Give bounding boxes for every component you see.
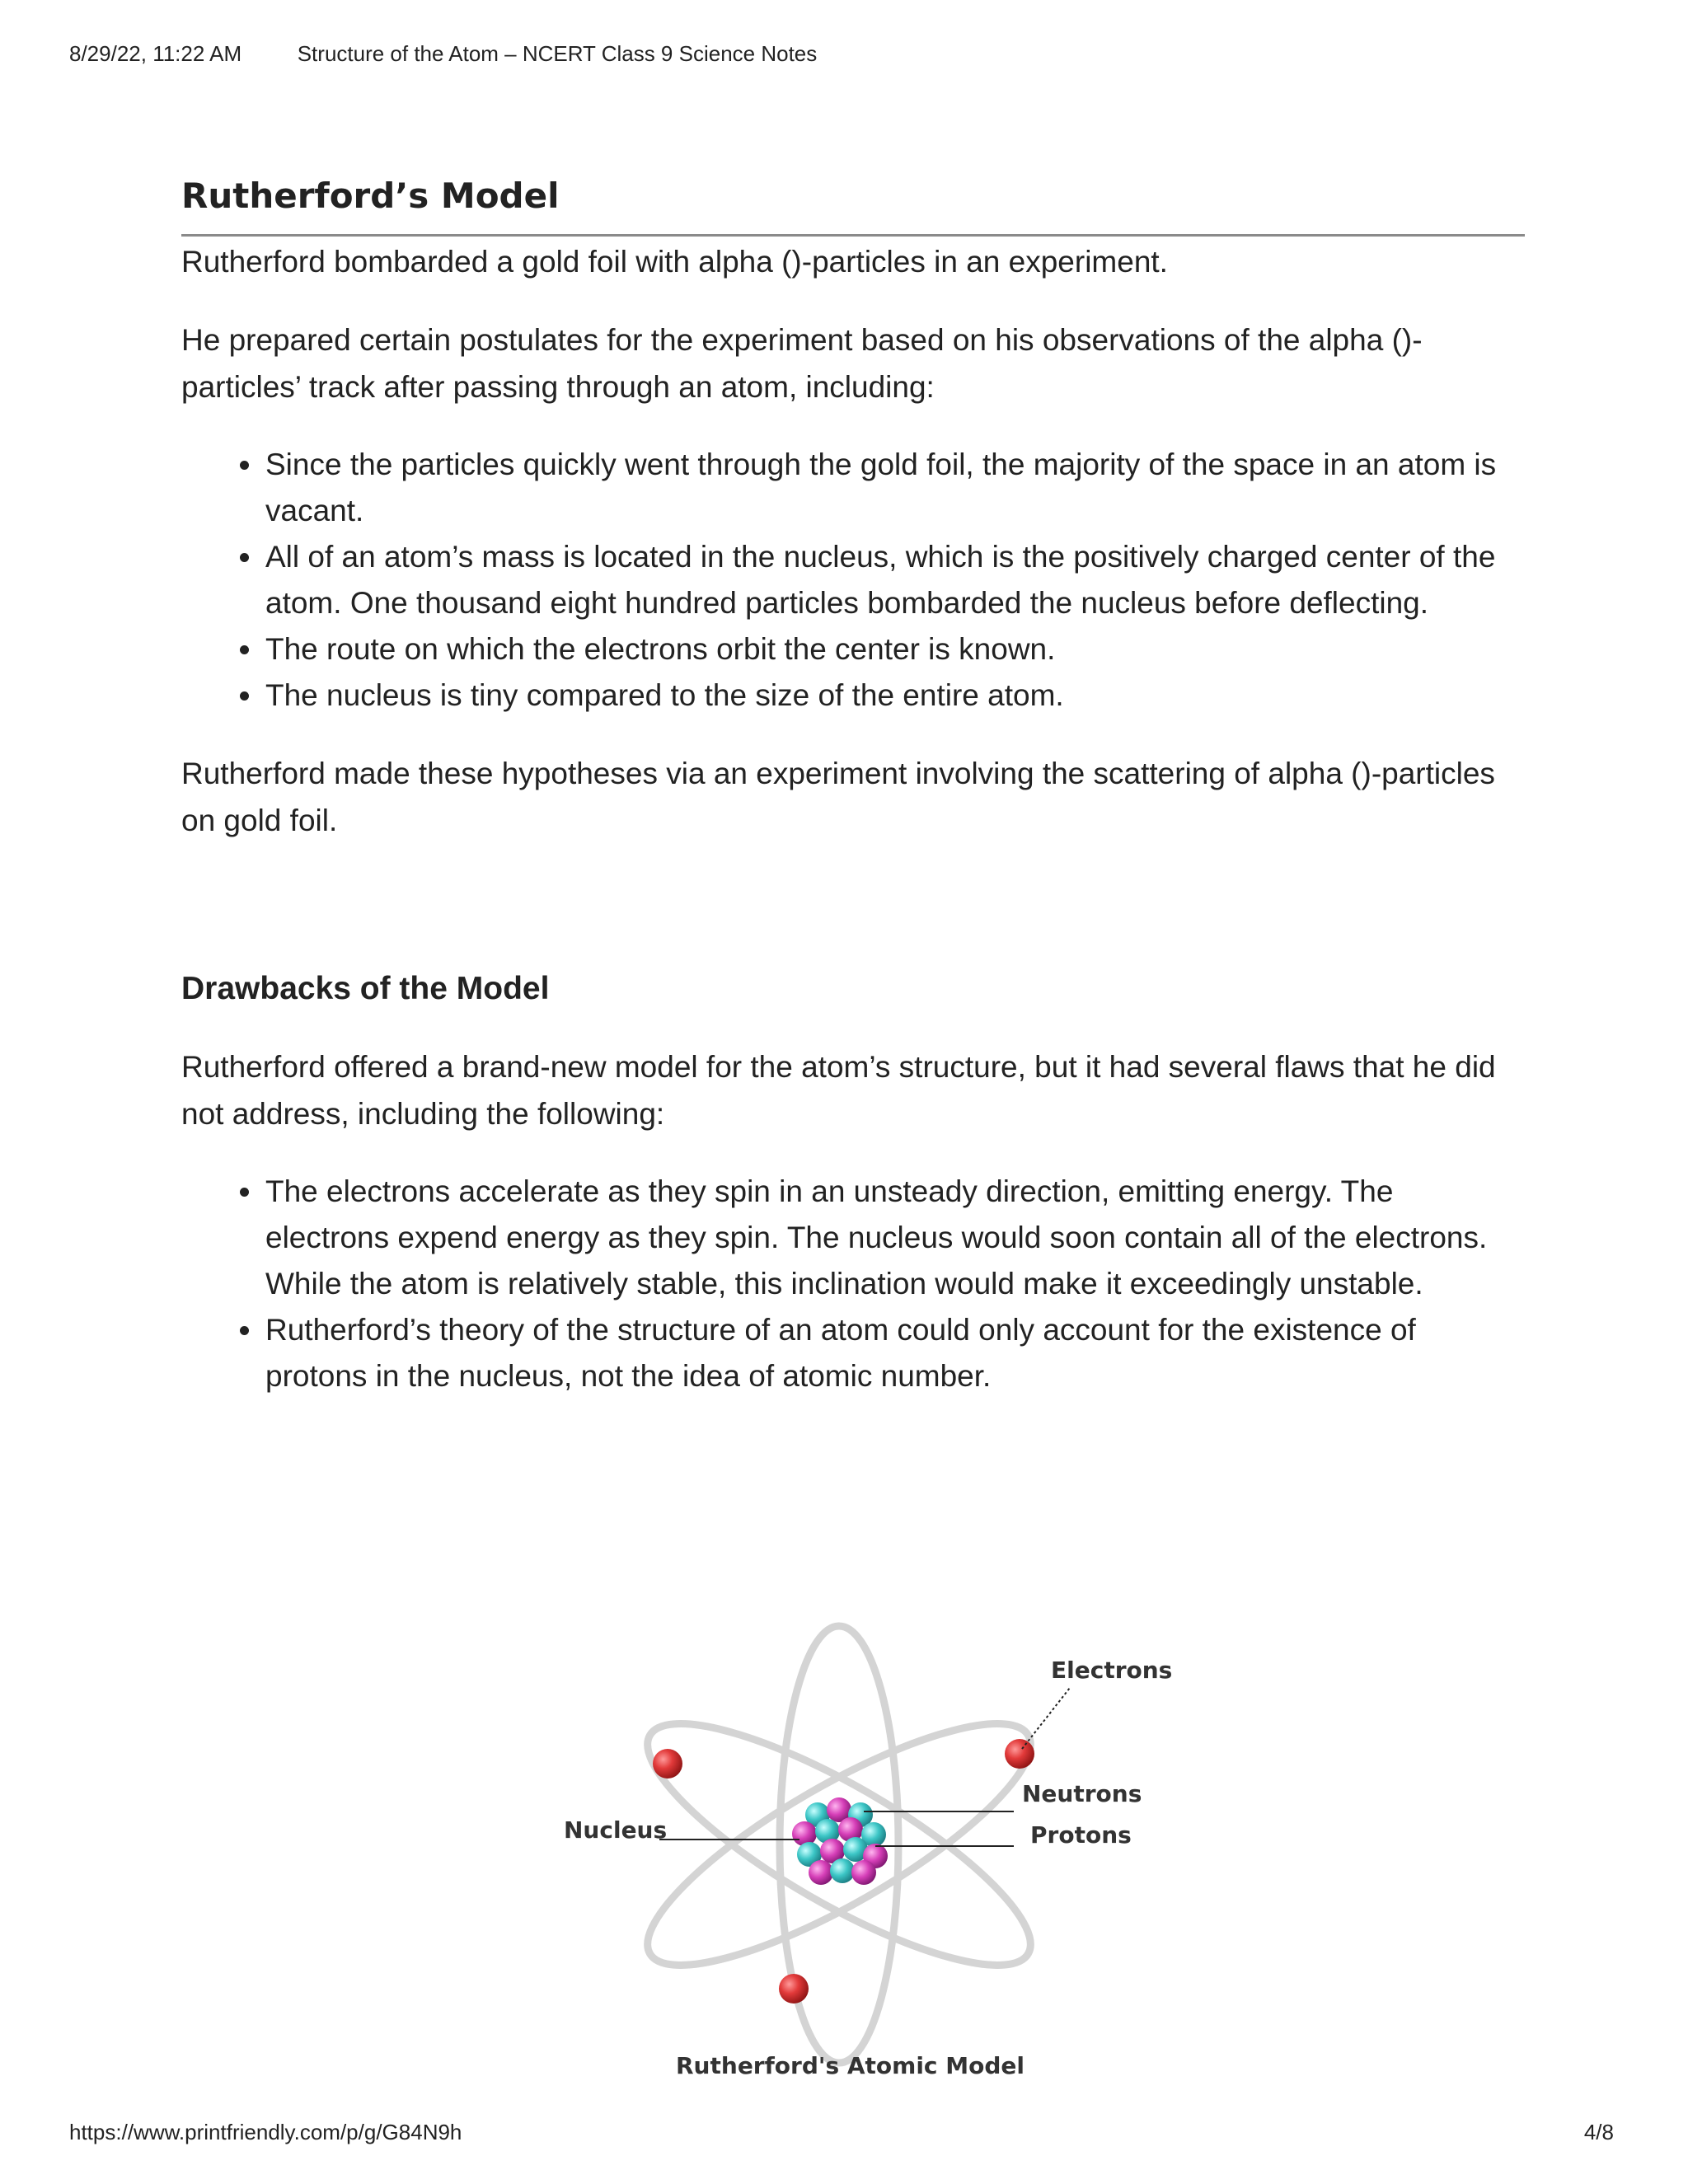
drawbacks-list [181, 1169, 1525, 1399]
list-item: • The route on which the electrons orbit the center is known. [264, 626, 1525, 673]
electron [1005, 1739, 1034, 1769]
leader-line [1022, 1688, 1070, 1749]
list-item: • The nucleus is tiny compared to the size of the entire atom. [264, 673, 1525, 719]
postulates-list [181, 442, 1525, 719]
figure-caption: Rutherford's Atomic Model [676, 2052, 1025, 2079]
section-title: Rutherford’s Model [181, 171, 1525, 237]
drawbacks-heading: Drawbacks of the Model [181, 971, 550, 1006]
proton [851, 1860, 876, 1885]
atomic-model-diagram [552, 1599, 1203, 2079]
page-number: 4/8 [1583, 2120, 1614, 2144]
intro-paragraph: Rutherford bombarded a gold foil with alpha ()-particles in an experiment. [181, 245, 1168, 279]
protons-label: Protons [1030, 1821, 1132, 1849]
article-body [181, 171, 1525, 1399]
print-source-url: https://www.printfriendly.com/p/g/G84N9h [69, 2120, 462, 2144]
electron [653, 1749, 682, 1779]
nucleus-cluster [792, 1797, 888, 1885]
list-item: • The electrons accelerate as they spin in an unsteady direction, emitting energy. The electrons expend energy as they spin. The nucleus would soon contain all of the electrons. While the atom is relatively stable, this inclination would make it exceedingly unstable. [264, 1169, 1525, 1307]
neutrons-label: Neutrons [1022, 1780, 1142, 1807]
nucleus-label: Nucleus [564, 1816, 668, 1844]
list-item: • All of an atom’s mass is located in the nucleus, which is the positively charged center of the atom. One thousand eight hundred particles bombarded the nucleus before deflecting. [264, 534, 1525, 626]
list-item: • Rutherford’s theory of the structure of an atom could only account for the existence of protons in the nucleus, not the idea of atomic number. [264, 1307, 1525, 1399]
print-datetime: 8/29/22, 11:22 AM [69, 41, 242, 66]
proton [809, 1860, 833, 1885]
atomic-model-figure [552, 1599, 1203, 2079]
drawbacks-intro-paragraph: Rutherford offered a brand-new model for the atom’s structure, but it had several flaws that he did not address, including the following: [181, 1050, 1496, 1131]
summary-paragraph: Rutherford made these hypotheses via an experiment involving the scattering of alpha ()-particles on gold foil. [181, 757, 1495, 837]
neutron [830, 1858, 855, 1883]
electron [779, 1974, 809, 2004]
proton [792, 1821, 817, 1846]
electrons-label: Electrons [1051, 1657, 1173, 1684]
list-item: • Since the particles quickly went through the gold foil, the majority of the space in an atom is vacant. [264, 442, 1525, 534]
postulates-intro-paragraph: He prepared certain postulates for the experiment based on his observations of the alpha ()-particles’ track after passing through an atom, including: [181, 323, 1423, 404]
print-document-title: Structure of the Atom – NCERT Class 9 Science Notes [297, 41, 818, 66]
